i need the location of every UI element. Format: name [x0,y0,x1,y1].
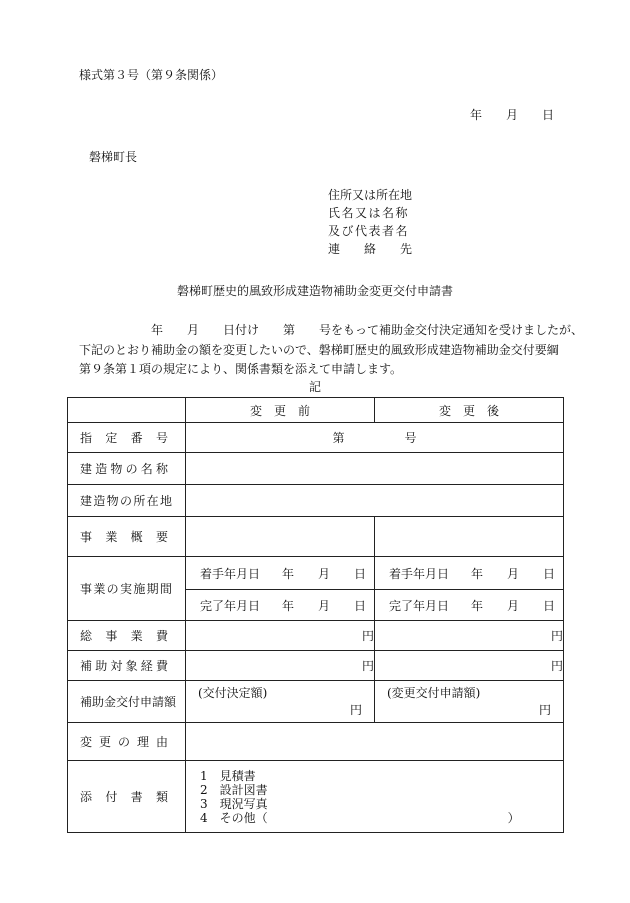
subsidy-row [68,681,564,723]
label-char: 補 [80,659,93,673]
label-char: 番 [130,431,143,445]
label-char: 造 [95,462,108,476]
complete-label-after: 完了年月日 [389,598,450,613]
reason-label [68,723,186,761]
subsidy-before[interactable] [186,681,375,723]
label-char: 物 [106,494,119,508]
m: 月 [318,598,331,613]
label-char: の [125,462,138,476]
subsidy-before-yen: 円 [349,703,362,717]
header-before: 変 更 前 [186,398,375,423]
eligible-cost-label [68,651,186,681]
d: 日 [543,598,556,613]
label-char: 事 [80,582,93,596]
eligible-cost-before[interactable]: 円 [186,651,375,681]
attachment-item: 2 設計図書 [200,782,268,797]
date-line [470,106,554,123]
label-char: 費 [155,629,168,643]
label-char: 建 [80,494,93,508]
label-char: 事 [105,629,118,643]
form-number: 様式第３号（第９条関係） [79,68,224,82]
building-name-row [68,453,564,485]
complete-after[interactable] [375,590,564,621]
label-char: の [119,494,132,508]
label-char: 理 [136,735,149,749]
reason-row [68,723,564,761]
total-cost-label [68,621,186,651]
designation-go: 号 [404,431,417,445]
subsidy-after-yen: 円 [538,703,551,717]
d: 日 [354,566,367,581]
applicant-address-label: 住所又は所在地 [328,188,413,202]
applicant-name-label: 氏名又は名称 [328,206,410,220]
label-char: 由 [155,735,168,749]
label-char: 間 [159,582,172,596]
label-char: 建 [80,462,93,476]
label-char: 定 [105,431,118,445]
date-month: 月 [506,108,519,122]
y: 年 [282,566,295,581]
date-year: 年 [470,108,483,122]
start-after[interactable] [375,557,564,590]
label-char: 象 [125,659,138,673]
label-char: 事 [80,530,93,544]
complete-before[interactable] [186,590,375,621]
subsidy-label: 補助金交付申請額 [68,681,186,723]
start-before[interactable] [186,557,375,590]
body-line-2: 下記のとおり補助金の額を変更したいので、磐梯町歴史的風致形成建造物補助金交付要綱 [79,343,559,357]
label-char: 業 [105,530,118,544]
label-char: 在 [146,494,159,508]
label-char: 称 [155,462,168,476]
start-label-after: 着手年月日 [389,566,450,581]
label-char: 業 [130,629,143,643]
label-char: 要 [155,530,168,544]
project-summary-after[interactable] [375,517,564,557]
label-char: の [117,735,130,749]
label-char: 助 [95,659,108,673]
designation-row [68,423,564,453]
label-char: の [106,582,119,596]
label-char: 施 [133,582,146,596]
label-char: 地 [159,494,172,508]
label-char: 実 [119,582,132,596]
header-blank [68,398,186,423]
table-header-row [68,398,564,423]
m: 月 [318,566,331,581]
label-char: 対 [110,659,123,673]
applicant-representative-label: 及び代表者名 [328,224,410,238]
label-char: 名 [140,462,153,476]
designation-dai: 第 [332,431,345,445]
building-name-field[interactable] [186,453,564,485]
body-line-1: 年 月 日付け 第 号をもって補助金交付決定通知を受けましたが、 [79,323,584,337]
designation-label [68,423,186,453]
date-day: 日 [542,108,555,122]
label-char: 概 [130,530,143,544]
project-summary-label [68,517,186,557]
label-char: 付 [105,790,118,804]
d: 日 [354,598,367,613]
header-after: 変 更 後 [375,398,564,423]
label-char: 書 [130,790,143,804]
attachments-label [68,761,186,833]
total-cost-row [68,621,564,651]
document-title: 磐梯町歴史的風致形成建造物補助金変更交付申請書 [176,284,453,298]
y: 年 [471,566,484,581]
attachment-item: 3 現況写真 [200,796,268,811]
eligible-cost-row [68,651,564,681]
building-location-row [68,485,564,517]
d: 日 [543,566,556,581]
attachment-item: 1 見積書 [200,768,256,783]
m: 月 [507,598,520,613]
total-cost-before[interactable]: 円 [186,621,375,651]
attachment-item: 4 その他（ ） [200,810,520,825]
label-char: 号 [155,431,168,445]
project-summary-row [68,517,564,557]
label-char: 費 [155,659,168,673]
complete-label-before: 完了年月日 [200,598,261,613]
m: 月 [507,566,520,581]
label-char: 総 [80,629,93,643]
start-label-before: 着手年月日 [200,566,261,581]
label-char: 業 [93,582,106,596]
attachments-list [186,761,564,833]
label-char: 指 [80,431,93,445]
body-line-3: 第９条第１項の規定により、関係書類を添えて申請します。 [79,362,403,376]
label-char: 物 [110,462,123,476]
period-label [68,557,186,621]
label-char: 経 [140,659,153,673]
recipient: 磐梯町長 [89,150,138,164]
application-table [67,397,564,833]
total-cost-after[interactable]: 円 [375,621,564,651]
eligible-cost-after[interactable]: 円 [375,651,564,681]
label-char: 更 [98,735,111,749]
changed-amount-label: (変更交付申請額) [387,686,481,700]
attachments-row [68,761,564,833]
label-char: 類 [155,790,168,804]
label-char: 期 [146,582,159,596]
y: 年 [282,598,295,613]
decided-amount-label: (交付決定額) [198,686,268,700]
subsidy-after[interactable] [375,681,564,723]
label-char: 添 [80,790,93,804]
y: 年 [471,598,484,613]
period-start-row [68,557,564,590]
building-location-field[interactable] [186,485,564,517]
label-char: 造 [93,494,106,508]
designation-value[interactable] [186,423,564,453]
building-location-label [68,485,186,517]
project-summary-before[interactable] [186,517,375,557]
building-name-label [68,453,186,485]
label-char: 変 [80,735,93,749]
applicant-contact-label: 連 絡 先 [328,242,413,256]
label-char: 所 [133,494,146,508]
ki-heading: 記 [308,380,321,394]
reason-field[interactable] [186,723,564,761]
